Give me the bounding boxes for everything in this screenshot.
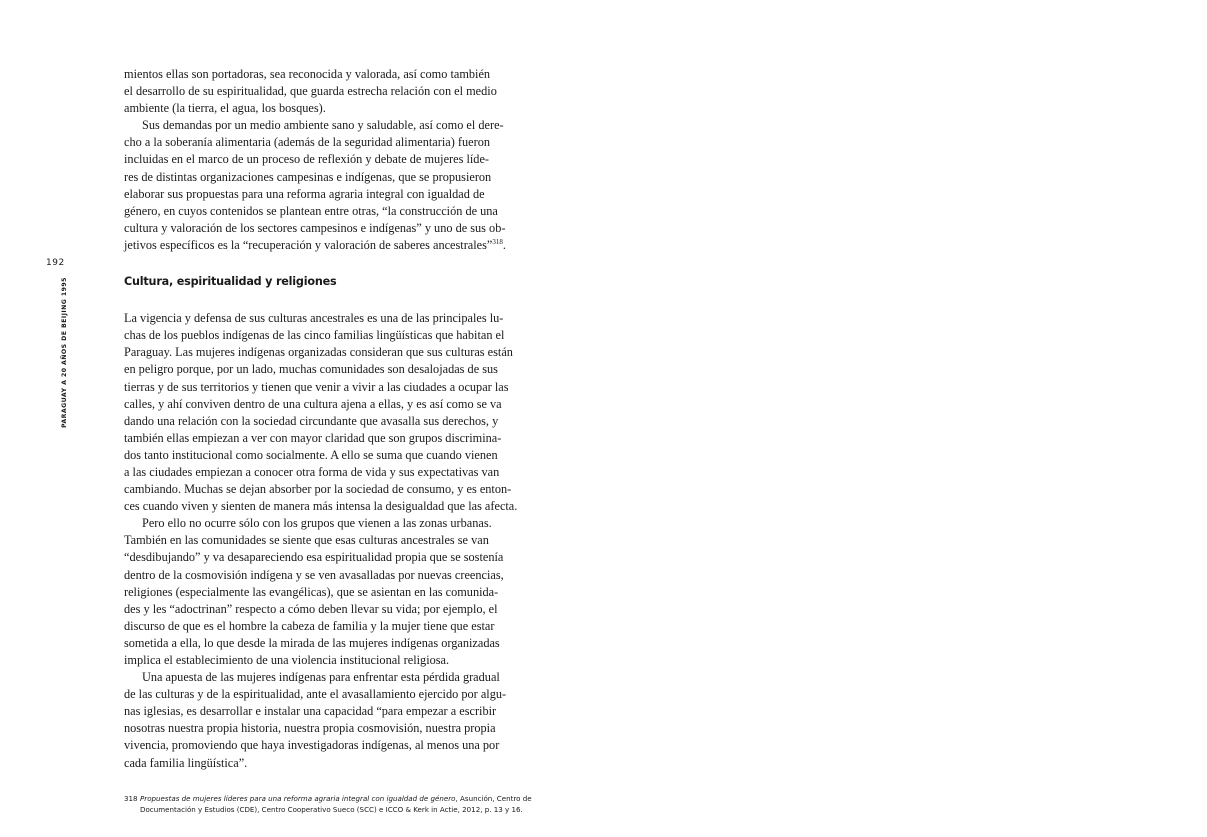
paragraph-5 — [124, 669, 536, 772]
text-line: cada familia lingüística”. — [124, 755, 248, 770]
footnote-line-2: Documentación y Estudios (CDE), Centro Cooperativo Sueco (SCC) e ICCO & Kerk in Actie, 2012, p. 13 y 16. — [140, 805, 523, 814]
text-line: el desarrollo de su espiritualidad, que guarda estrecha relación con el medio — [124, 84, 497, 99]
text-line: dos tanto institucional como socialmente. A ello se suma que cuando vienen — [124, 447, 498, 462]
paragraph-4 — [124, 515, 536, 669]
footnote-text: , Asunción, Centro de — [455, 794, 532, 803]
text-line: nosotras nuestra propia historia, nuestra propia cosmovisión, nuestra propia — [124, 721, 496, 736]
text-line: sometida a ella, lo que desde la mirada de las mujeres indígenas organizadas — [124, 635, 500, 650]
text-line: jetivos específicos es la “recuperación y valoración de saberes ancestrales” — [124, 237, 493, 252]
text-line: Sus demandas por un medio ambiente sano y saludable, así como el dere- — [142, 118, 504, 133]
text-line: dentro de la cosmovisión indígena y se ven avasalladas por nuevas creencias, — [124, 567, 504, 582]
text-line: cambiando. Muchas se dejan absorber por la sociedad de consumo, y es enton- — [124, 482, 512, 497]
footnote-reference[interactable]: 318 — [492, 237, 503, 246]
text-line-with-footnote — [124, 237, 536, 254]
text-line: También en las comunidades se siente que esas culturas ancestrales se van — [124, 533, 489, 548]
text-line: dando una relación con la sociedad circundante que avasalla sus derechos, y — [124, 413, 499, 428]
running-head: PARAGUAY A 20 AÑOS DE BEIJING 1995 — [61, 277, 68, 428]
text-line: en peligro porque, por un lado, muchas comunidades son desalojadas de sus — [124, 362, 498, 377]
text-line: Paraguay. Las mujeres indígenas organizadas consideran que sus culturas están — [124, 345, 513, 360]
text-line: religiones (especialmente las evangélicas), que se asientan en las comunida- — [124, 584, 499, 599]
footnote-number: 318 — [124, 794, 138, 803]
body-text — [124, 66, 536, 772]
text-line: cho a la soberanía alimentaria (además de la seguridad alimentaria) fueron — [124, 135, 491, 150]
sentence-end: . — [502, 237, 506, 252]
text-line: también ellas empiezan a ver con mayor claridad que son grupos discrimina- — [124, 430, 502, 445]
text-line: “desdibujando” y va desapareciendo esa espiritualidad propia que se sostenía — [124, 550, 504, 565]
text-line: género, en cuyos contenidos se plantean entre otras, “la construcción de una — [124, 203, 498, 218]
text-line: ces cuando viven y sienten de manera más intensa la desigualdad que las afecta. — [124, 499, 518, 514]
section-heading: Cultura, espiritualidad y religiones — [124, 275, 337, 289]
footnote-line-1 — [124, 793, 544, 804]
text-line: mientos ellas son portadoras, sea reconocida y valorada, así como también — [124, 67, 491, 81]
text-line: res de distintas organizaciones campesinas e indígenas, que se propusieron — [124, 169, 492, 184]
text-line: des y les “adoctrinan” respecto a cómo deben llevar su vida; por ejemplo, el — [124, 601, 498, 616]
text-line: ambiente (la tierra, el agua, los bosques). — [124, 101, 326, 116]
paragraph-3 — [124, 310, 536, 515]
text-line: cultura y valoración de los sectores campesinos e indígenas” y uno de sus ob- — [124, 220, 506, 235]
text-line: incluidas en el marco de un proceso de reflexión y debate de mujeres líde- — [124, 152, 490, 167]
text-line: tierras y de sus territorios y tienen que venir a vivir a las ciudades a ocupar las — [124, 379, 509, 394]
text-line: a las ciudades empiezan a conocer otra forma de vida y sus expectativas van — [124, 464, 500, 479]
text-line: vivencia, promoviendo que haya investigadoras indígenas, al menos una por — [124, 738, 500, 753]
paragraph-2 — [124, 117, 536, 254]
text-line: Pero ello no ocurre sólo con los grupos que vienen a las zonas urbanas. — [142, 516, 492, 531]
text-line: implica el establecimiento de una violencia institucional religiosa. — [124, 653, 450, 667]
text-line: nas iglesias, es desarrollar e instalar una capacidad “para empezar a escribir — [124, 704, 497, 719]
text-line: chas de los pueblos indígenas de las cinco familias lingüísticas que habitan el — [124, 328, 505, 343]
text-line: calles, y ahí conviven dentro de una cultura ajena a ellas, y es así como se va — [124, 396, 502, 411]
footnote — [124, 793, 544, 815]
text-line: discurso de que es el hombre la cabeza de familia y la mujer tiene que estar — [124, 618, 495, 633]
page-number: 192 — [46, 258, 65, 268]
footnote-title: Propuestas de mujeres líderes para una reforma agraria integral con igualdad de género — [140, 794, 456, 803]
text-line: elaborar sus propuestas para una reforma agraria integral con igualdad de — [124, 186, 485, 201]
text-line: de las culturas y de la espiritualidad, ante el avasallamiento ejercido por algu- — [124, 687, 507, 702]
paragraph-1 — [124, 66, 536, 117]
text-line: Una apuesta de las mujeres indígenas para enfrentar esta pérdida gradual — [142, 670, 500, 685]
text-line: La vigencia y defensa de sus culturas ancestrales es una de las principales lu- — [124, 311, 504, 326]
